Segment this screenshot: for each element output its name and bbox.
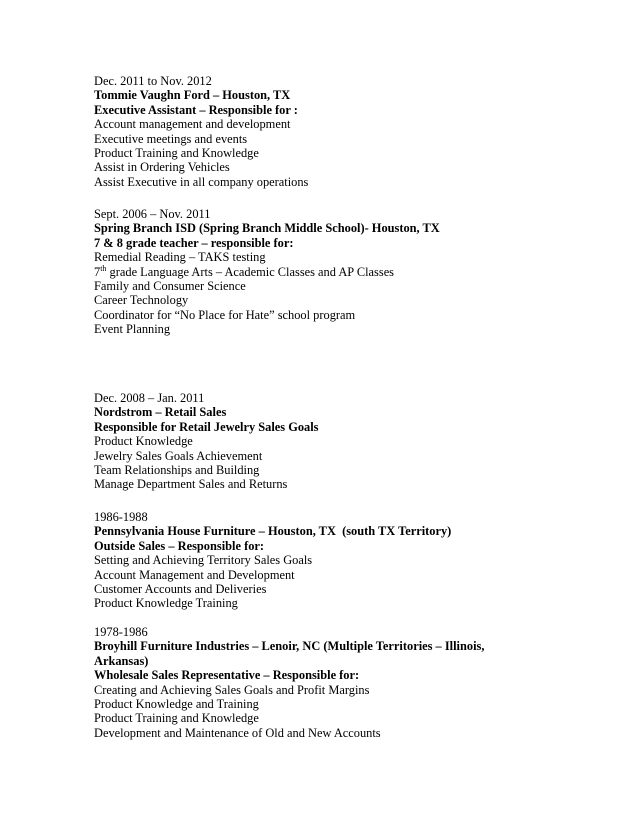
job-entry (94, 391, 319, 492)
job-duty: Product Knowledge and Training (94, 697, 259, 712)
job-role: Executive Assistant – Responsible for : (94, 102, 298, 117)
ordinal-suffix: th (100, 263, 107, 273)
job-dates: 1978-1986 (94, 625, 148, 639)
job-duty: Product Training and Knowledge (94, 711, 259, 726)
job-duty: Team Relationships and Building (94, 463, 260, 478)
grade-number: 7 (94, 264, 101, 279)
job-duty: Assist in Ordering Vehicles (94, 160, 230, 175)
job-duty: Customer Accounts and Deliveries (94, 582, 267, 597)
job-duty: Setting and Achieving Territory Sales Goals (94, 553, 313, 568)
job-duty: Manage Department Sales and Returns (94, 477, 288, 492)
job-role: Outside Sales – Responsible for: (94, 538, 265, 553)
job-duty: Coordinator for “No Place for Hate” school program (94, 307, 356, 322)
job-employer: Pennsylvania House Furniture – Houston, TX (south TX Territory) (94, 524, 452, 539)
job-duty: Product Knowledge (94, 434, 193, 449)
job-dates: Dec. 2011 to Nov. 2012 (94, 74, 212, 88)
job-employer: Broyhill Furniture Industries – Lenoir, NC (Multiple Territories – Illinois, Arkansas) (94, 639, 485, 668)
job-dates: Sept. 2006 – Nov. 2011 (94, 207, 211, 221)
job-duty: Family and Consumer Science (94, 279, 246, 294)
job-entry (94, 510, 451, 611)
job-entry (94, 625, 514, 740)
job-dates: Dec. 2008 – Jan. 2011 (94, 391, 205, 405)
job-employer: Tommie Vaughn Ford – Houston, TX (94, 88, 291, 103)
job-duty: Account management and development (94, 117, 291, 132)
job-employer: Spring Branch ISD (Spring Branch Middle School)- Houston, TX (94, 221, 440, 236)
job-duty: Product Knowledge Training (94, 596, 238, 611)
job-duty: Assist Executive in all company operations (94, 174, 309, 189)
job-duty (94, 265, 440, 279)
job-employer: Nordstrom – Retail Sales (94, 405, 227, 420)
job-duty: Account Management and Development (94, 567, 295, 582)
job-role: Wholesale Sales Representative – Responsible for: (94, 668, 360, 683)
job-entry (94, 74, 308, 189)
job-role: Responsible for Retail Jewelry Sales Goals (94, 419, 319, 434)
job-duty: Jewelry Sales Goals Achievement (94, 448, 263, 463)
job-duty-text: grade Language Arts – Academic Classes and AP Classes (109, 264, 395, 279)
job-duty: Remedial Reading – TAKS testing (94, 250, 266, 265)
job-duty: Executive meetings and events (94, 131, 248, 146)
job-duty: Development and Maintenance of Old and New Accounts (94, 725, 381, 740)
job-role: 7 & 8 grade teacher – responsible for: (94, 235, 294, 250)
job-entry (94, 207, 440, 337)
job-dates: 1986-1988 (94, 510, 148, 524)
job-duty: Career Technology (94, 293, 189, 308)
job-duty: Product Training and Knowledge (94, 146, 259, 161)
job-duty: Creating and Achieving Sales Goals and Profit Margins (94, 682, 370, 697)
job-duty: Event Planning (94, 322, 171, 337)
